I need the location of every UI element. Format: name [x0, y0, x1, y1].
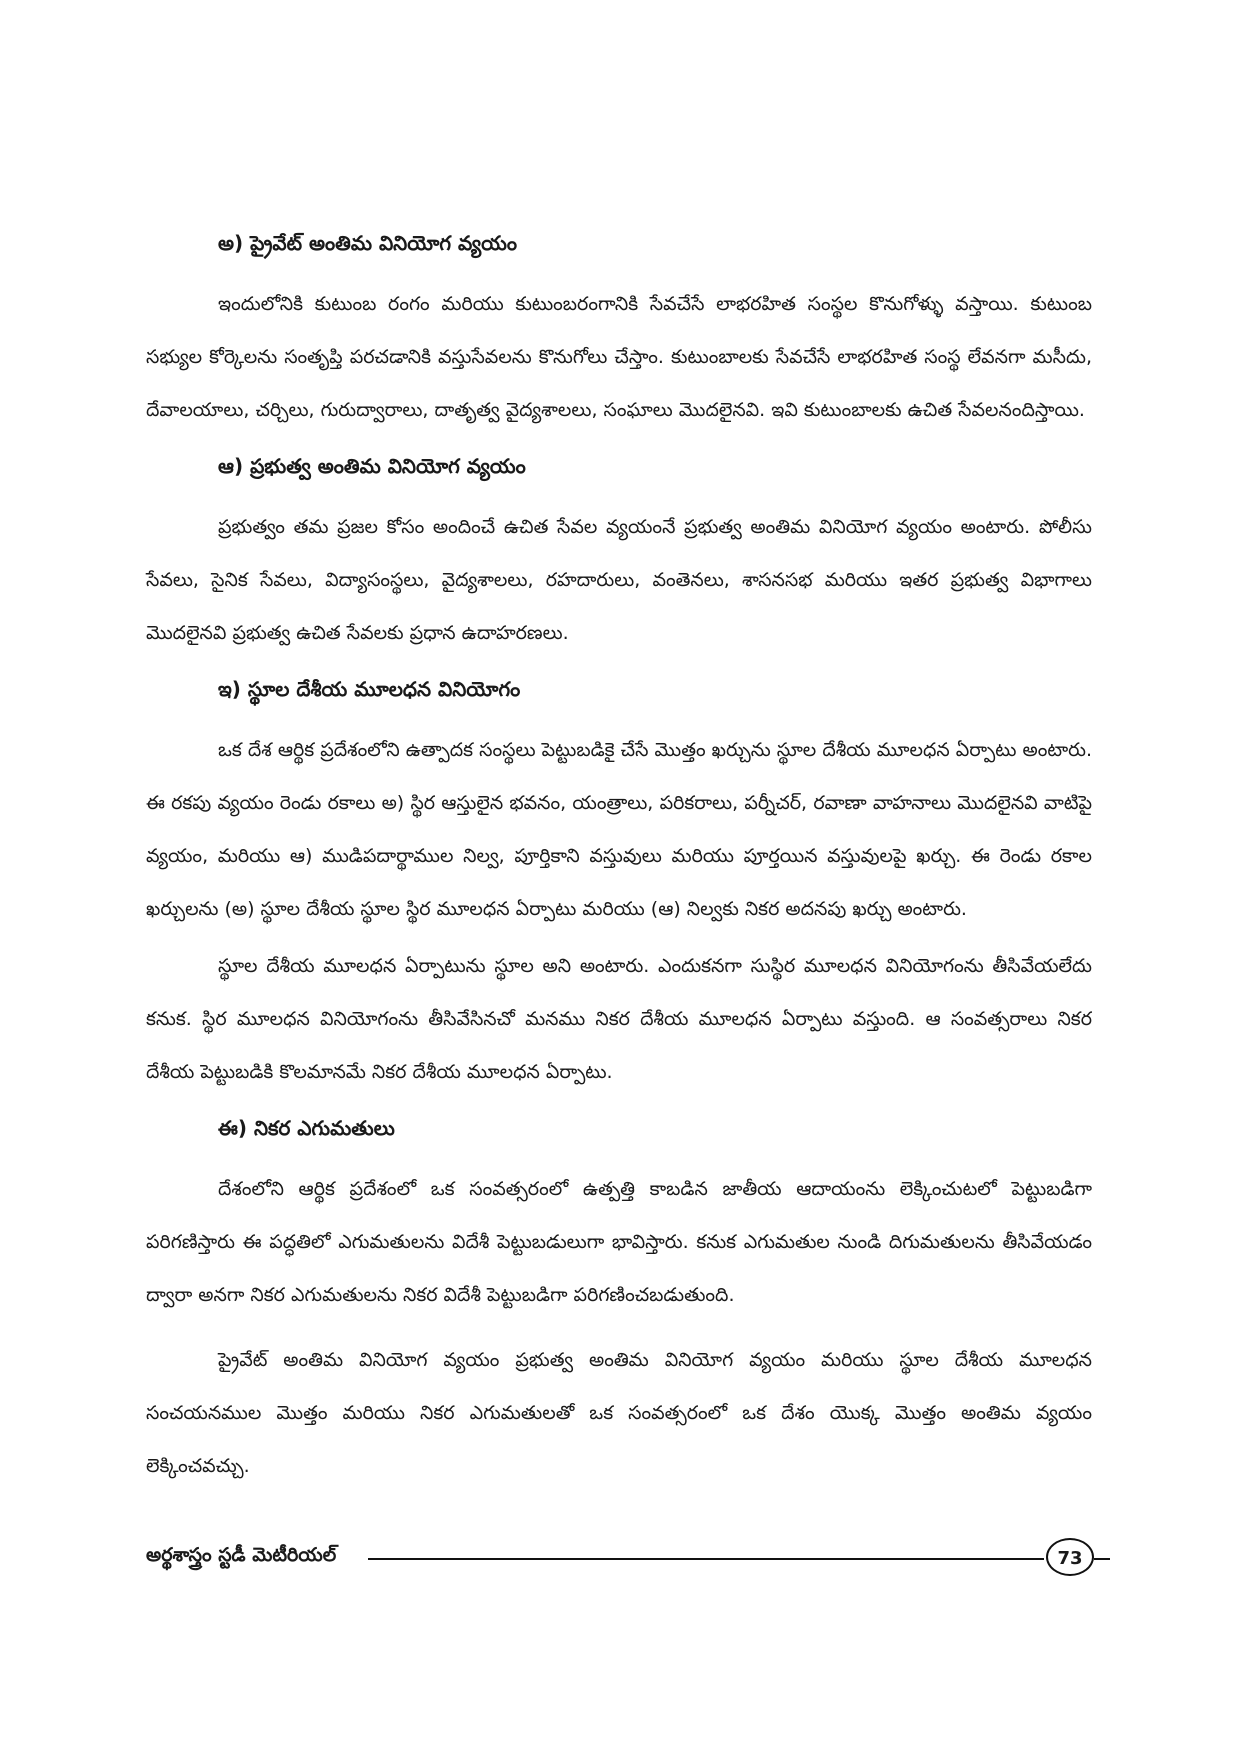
paragraph: ఇందులోనికి కుటుంబ రంగం మరియు కుటుంబరంగానికి సేవచేసే లాభరహిత సంస్థల కొనుగోళ్ళు వస్తాయి. కుటుంబ సభ్యుల కోర్కెలను సంతృప్తి పరచడానికి వస్తుసేవలను కొనుగోలు చేస్తాం. కుటుంబాలకు సేవచేసే లాభరహిత సంస్థ లేవనగా మసీదు, దేవాలయాలు, చర్చిలు, గురుద్వారాలు, దాతృత్వ వైద్యశాలలు, సంఘాలు మొదలైనవి. ఇవి కుటుంబాలకు ఉచిత సేవలనందిస్తాయి. [146, 293, 1092, 421]
paragraph: ప్రైవేట్ అంతిమ వినియోగ వ్యయం ప్రభుత్వ అంతిమ వినియోగ వ్యయం మరియు స్థూల దేశీయ మూలధన సంచయనముల మొత్తం మరియు నికర ఎగుమతులతో ఒక సంవత్సరంలో ఒక దేశం యొక్క మొత్తం అంతిమ వ్యయం లెక్కించవచ్చు. [146, 1349, 1092, 1477]
section-heading-private-consumption: అ) ప్రైవేట్ అంతిమ వినియోగ వ్యయం [218, 231, 517, 255]
paragraph: ప్రభుత్వం తమ ప్రజల కోసం అందించే ఉచిత సేవల వ్యయంనే ప్రభుత్వ అంతిమ వినియోగ వ్యయం అంటారు. పోలీసు సేవలు, సైనిక సేవలు, విద్యాసంస్థలు, వైద్యశాలలు, రహదారులు, వంతెనలు, శాసనసభ మరియు ఇతర ప్రభుత్వ విభాగాలు మొదలైనవి ప్రభుత్వ ఉచిత సేవలకు ప్రధాన ఉదాహరణలు. [146, 516, 1092, 644]
footer-title: అర్థశాస్త్రం స్టడీ మెటీరియల్ [146, 1544, 337, 1566]
section-heading-government-consumption: ఆ) ప్రభుత్వ అంతిమ వినియోగ వ్యయం [218, 454, 526, 478]
page-footer [146, 1538, 1110, 1578]
section-heading-gross-capital-formation: ఇ) స్థూల దేశీయ మూలధన వినియోగం [218, 677, 521, 701]
page-number: 73 [1046, 1538, 1094, 1576]
footer-divider-end [1094, 1558, 1110, 1560]
paragraph: ఒక దేశ ఆర్థిక ప్రదేశంలోని ఉత్పాదక సంస్థలు పెట్టుబడికై చేసే మొత్తం ఖర్చును స్థూల దేశీయ మూలధన ఏర్పాటు అంటారు. ఈ రకపు వ్యయం రెండు రకాలు అ) స్థిర ఆస్తులైన భవనం, యంత్రాలు, పరికరాలు, పర్నీచర్, రవాణా వాహనాలు మొదలైనవి వాటిపై వ్యయం, మరియు ఆ) ముడిపదార్థాముల నిల్వ, పూర్తికాని వస్తువులు మరియు పూర్తయిన వస్తువులపై ఖర్చు. ఈ రెండు రకాల ఖర్చులను (అ) స్థూల దేశీయ స్థూల స్థిర మూలధన ఏర్పాటు మరియు (ఆ) నిల్వకు నికర అదనపు ఖర్చు అంటారు. [146, 739, 1092, 920]
paragraph: దేశంలోని ఆర్థిక ప్రదేశంలో ఒక సంవత్సరంలో ఉత్పత్తి కాబడిన జాతీయ ఆదాయంను లెక్కించుటలో పెట్టుబడిగా పరిగణిస్తారు ఈ పద్ధతిలో ఎగుమతులను విదేశీ పెట్టుబడులుగా భావిస్తారు. కనుక ఎగుమతుల నుండి దిగుమతులను తీసివేయడం ద్వారా అనగా నికర ఎగుమతులను నికర విదేశీ పెట్టుబడిగా పరిగణించబడుతుంది. [146, 1178, 1092, 1306]
footer-divider [368, 1558, 1044, 1560]
page-content [146, 226, 1092, 1505]
section-heading-net-exports: ఈ) నికర ఎగుమతులు [218, 1116, 395, 1140]
paragraph: స్థూల దేశీయ మూలధన ఏర్పాటును స్థూల అని అంటారు. ఎందుకనగా సుస్థిర మూలధన వినియోగంను తీసివేయలేదు కనుక. స్థిర మూలధన వినియోగంను తీసివేసినచో మనము నికర దేశీయ మూలధన ఏర్పాటు వస్తుంది. ఆ సంవత్సరాలు నికర దేశీయ పెట్టుబడికి కొలమానమే నికర దేశీయ మూలధన ఏర్పాటు. [146, 955, 1092, 1083]
